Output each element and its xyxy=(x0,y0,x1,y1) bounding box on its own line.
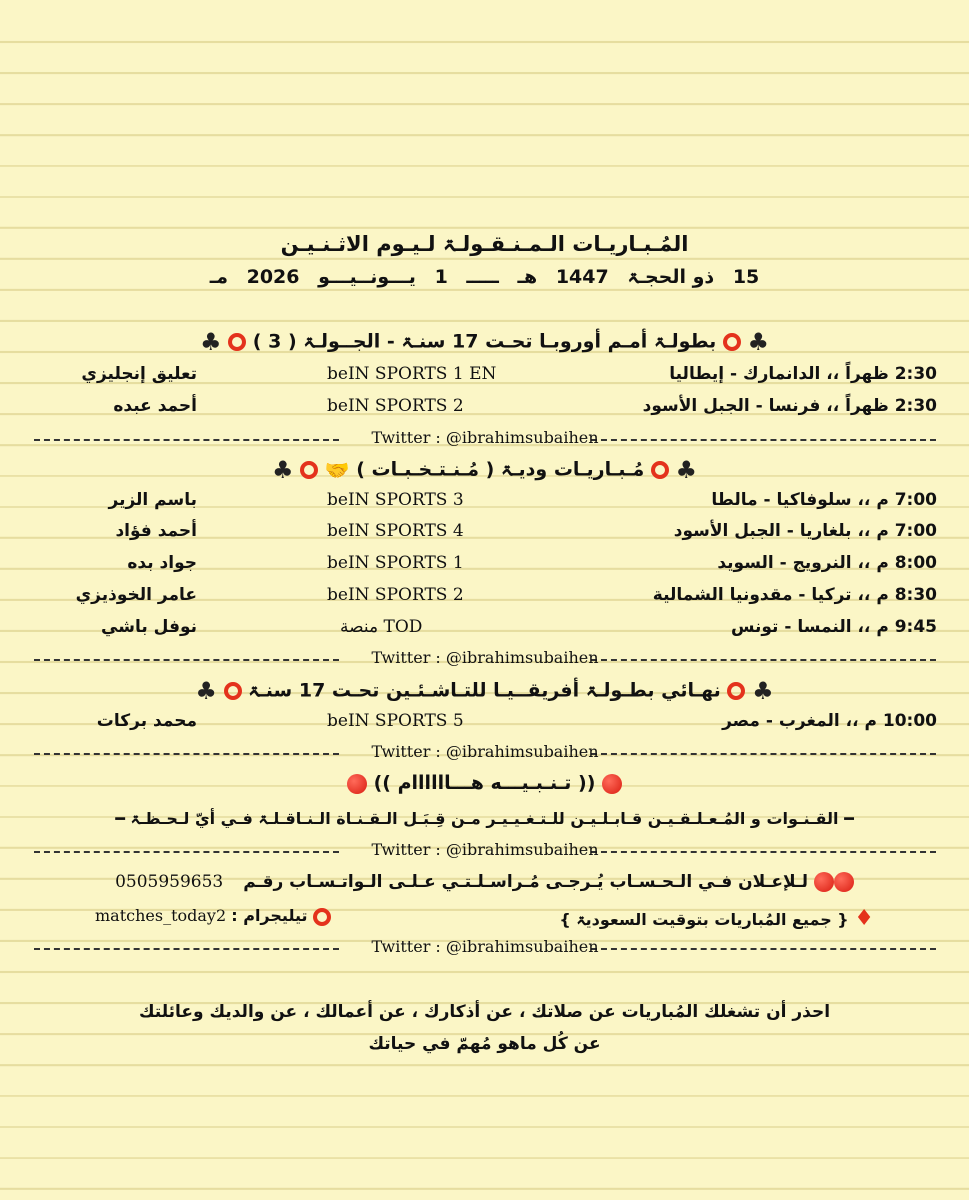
date-line xyxy=(0,266,969,288)
match-row xyxy=(0,490,969,520)
red-circle-icon xyxy=(300,461,318,479)
twitter-divider xyxy=(34,742,936,762)
commentator: نوفل باشي xyxy=(101,617,197,637)
twitter-handle[interactable]: Twitter : @ibrahimsubaihen xyxy=(371,648,599,667)
match-info: 9:45 م ،، النمسا - تونس xyxy=(730,617,937,637)
channel: beIN SPORTS 1 EN xyxy=(327,364,497,384)
twitter-handle[interactable]: Twitter : @ibrahimsubaihen xyxy=(371,742,599,761)
commentator: محمد بركات xyxy=(96,711,197,731)
match-info: 10:00 م ،، المغرب - مصر xyxy=(722,711,937,731)
match-row xyxy=(0,585,969,615)
notice-title: (( تـنـبـيـــه هـــاااااام )) xyxy=(0,772,969,794)
twitter-divider xyxy=(34,428,936,448)
match-row xyxy=(0,396,969,426)
section-title: نهـائي بطـولـۃ أفريقــيـا للتـاشـئـين تحـت 17 سنـۃ xyxy=(248,679,721,702)
red-dot-icon xyxy=(834,872,854,892)
notice-dash: ━ xyxy=(844,809,854,828)
ads-line xyxy=(115,872,854,892)
notice-dash: ━ xyxy=(115,809,125,828)
hijri-suffix: هـ xyxy=(517,266,538,288)
ads-text: لـلإعـلان فـي الـحـسـاب يُـرجـى مُـراسـلـتـي عـلـى الـواتـسـاب رقـم xyxy=(243,872,809,892)
twitter-divider xyxy=(34,840,936,860)
greg-month: يـــونــيـــو xyxy=(318,266,416,288)
match-row xyxy=(0,521,969,551)
channel: beIN SPORTS 4 xyxy=(327,521,464,541)
red-circle-icon xyxy=(651,461,669,479)
club-suit-icon: ♣ xyxy=(200,328,222,356)
club-suit-icon: ♣ xyxy=(271,456,294,484)
footer-line-1: احذر أن تشغلك المُباريات عن صلاتك ، عن أذكارك ، عن أعمالك ، عن والديك وعائلتك xyxy=(138,1002,831,1022)
club-suit-icon: ♣ xyxy=(747,328,769,356)
greg-day: 1 xyxy=(434,266,448,288)
timing-note: ♦ { جميع المُباريات بتوقيت السعوديۃ } xyxy=(559,906,874,931)
greg-suffix: مـ xyxy=(209,266,228,288)
telegram-line xyxy=(95,906,331,926)
match-info: 2:30 ظهراً ،، فرنسا - الجبل الأسود xyxy=(642,396,937,416)
commentator: أحمد فؤاد xyxy=(115,521,197,541)
commentator: جواد بده xyxy=(127,553,197,573)
hijri-year: 1447 xyxy=(555,266,609,288)
channel: beIN SPORTS 1 xyxy=(327,553,464,573)
channel: beIN SPORTS 2 xyxy=(327,585,464,605)
red-circle-icon xyxy=(727,682,745,700)
match-row xyxy=(0,364,969,394)
match-row xyxy=(0,617,969,647)
section-heading-africa-u17-final xyxy=(0,679,969,703)
whatsapp-number[interactable]: 0505959653 xyxy=(115,872,224,892)
red-dot-icon xyxy=(814,872,834,892)
twitter-divider xyxy=(34,937,936,957)
hijri-month: ذو الحجـۃ xyxy=(627,266,715,288)
match-info: 2:30 ظهراً ،، الدانمارك - إيطاليا xyxy=(669,364,937,384)
page-title: المُـبـاريـات الـمـنـقـولـۃ لـيـوم الاثـنـيـن xyxy=(280,232,689,256)
club-suit-icon: ♣ xyxy=(195,677,217,705)
club-suit-icon: ♣ xyxy=(752,677,774,705)
red-circle-icon xyxy=(723,333,741,351)
commentator: باسم الزير xyxy=(108,490,197,510)
hijri-day: 15 xyxy=(732,266,760,288)
twitter-handle[interactable]: Twitter : @ibrahimsubaihen xyxy=(371,428,599,447)
red-dot-icon xyxy=(347,774,367,794)
channel: beIN SPORTS 3 xyxy=(327,490,464,510)
commentator: عامر الخوذيزي xyxy=(75,585,197,605)
red-circle-icon xyxy=(313,908,331,926)
channel: beIN SPORTS 2 xyxy=(327,396,464,416)
footer-line-2: عن كُل ماهو مُهمّ في حياتك xyxy=(368,1034,601,1054)
channel: منصة TOD xyxy=(340,617,423,637)
match-info: 8:30 م ،، تركيا - مقدونيا الشمالية xyxy=(652,585,937,605)
section-heading-euro-u17 xyxy=(0,330,969,354)
greg-year: 2026 xyxy=(246,266,300,288)
section-heading-friendlies xyxy=(0,458,969,482)
channel: beIN SPORTS 5 xyxy=(327,711,464,731)
match-info: 7:00 م ،، بلغاريا - الجبل الأسود xyxy=(673,521,937,541)
match-info: 7:00 م ،، سلوفاكيا - مالطا xyxy=(711,490,937,510)
section-title: مُـبـاريـات وديـۃ ( مُـنـتـخـبـات ) xyxy=(356,458,645,481)
commentator: تعليق إنجليزي xyxy=(81,364,197,384)
telegram-label: تيليجرام : xyxy=(231,906,308,925)
red-circle-icon xyxy=(228,333,246,351)
red-dot-icon xyxy=(602,774,622,794)
diamond-icon: ♦ xyxy=(854,906,874,931)
telegram-handle[interactable]: matches_today2 xyxy=(95,906,227,925)
match-info: 8:00 م ،، النرويج - السويد xyxy=(717,553,937,573)
twitter-handle[interactable]: Twitter : @ibrahimsubaihen xyxy=(371,937,599,956)
notice-text: ━ القـنـوات و المُـعـلـقـيـن قـابـلـيـن للـتـغـيـيـر مـن قِـبَـل الـقـنـاة الـنـاقـلـۃ فـي أيّ لـحـظـۃ ━ xyxy=(115,809,854,828)
match-row xyxy=(0,711,969,741)
section-title: بطولـۃ أمـم أوروبـا تحـت 17 سنـۃ - الجــولـۃ ( 3 ) xyxy=(252,330,717,353)
club-suit-icon: ♣ xyxy=(675,456,698,484)
twitter-divider xyxy=(34,648,936,668)
commentator: أحمد عبده xyxy=(113,396,197,416)
handshake-icon: 🤝 xyxy=(324,458,350,482)
twitter-handle[interactable]: Twitter : @ibrahimsubaihen xyxy=(371,840,599,859)
date-separator: ـــــ xyxy=(466,266,499,288)
red-circle-icon xyxy=(224,682,242,700)
match-row xyxy=(0,553,969,583)
